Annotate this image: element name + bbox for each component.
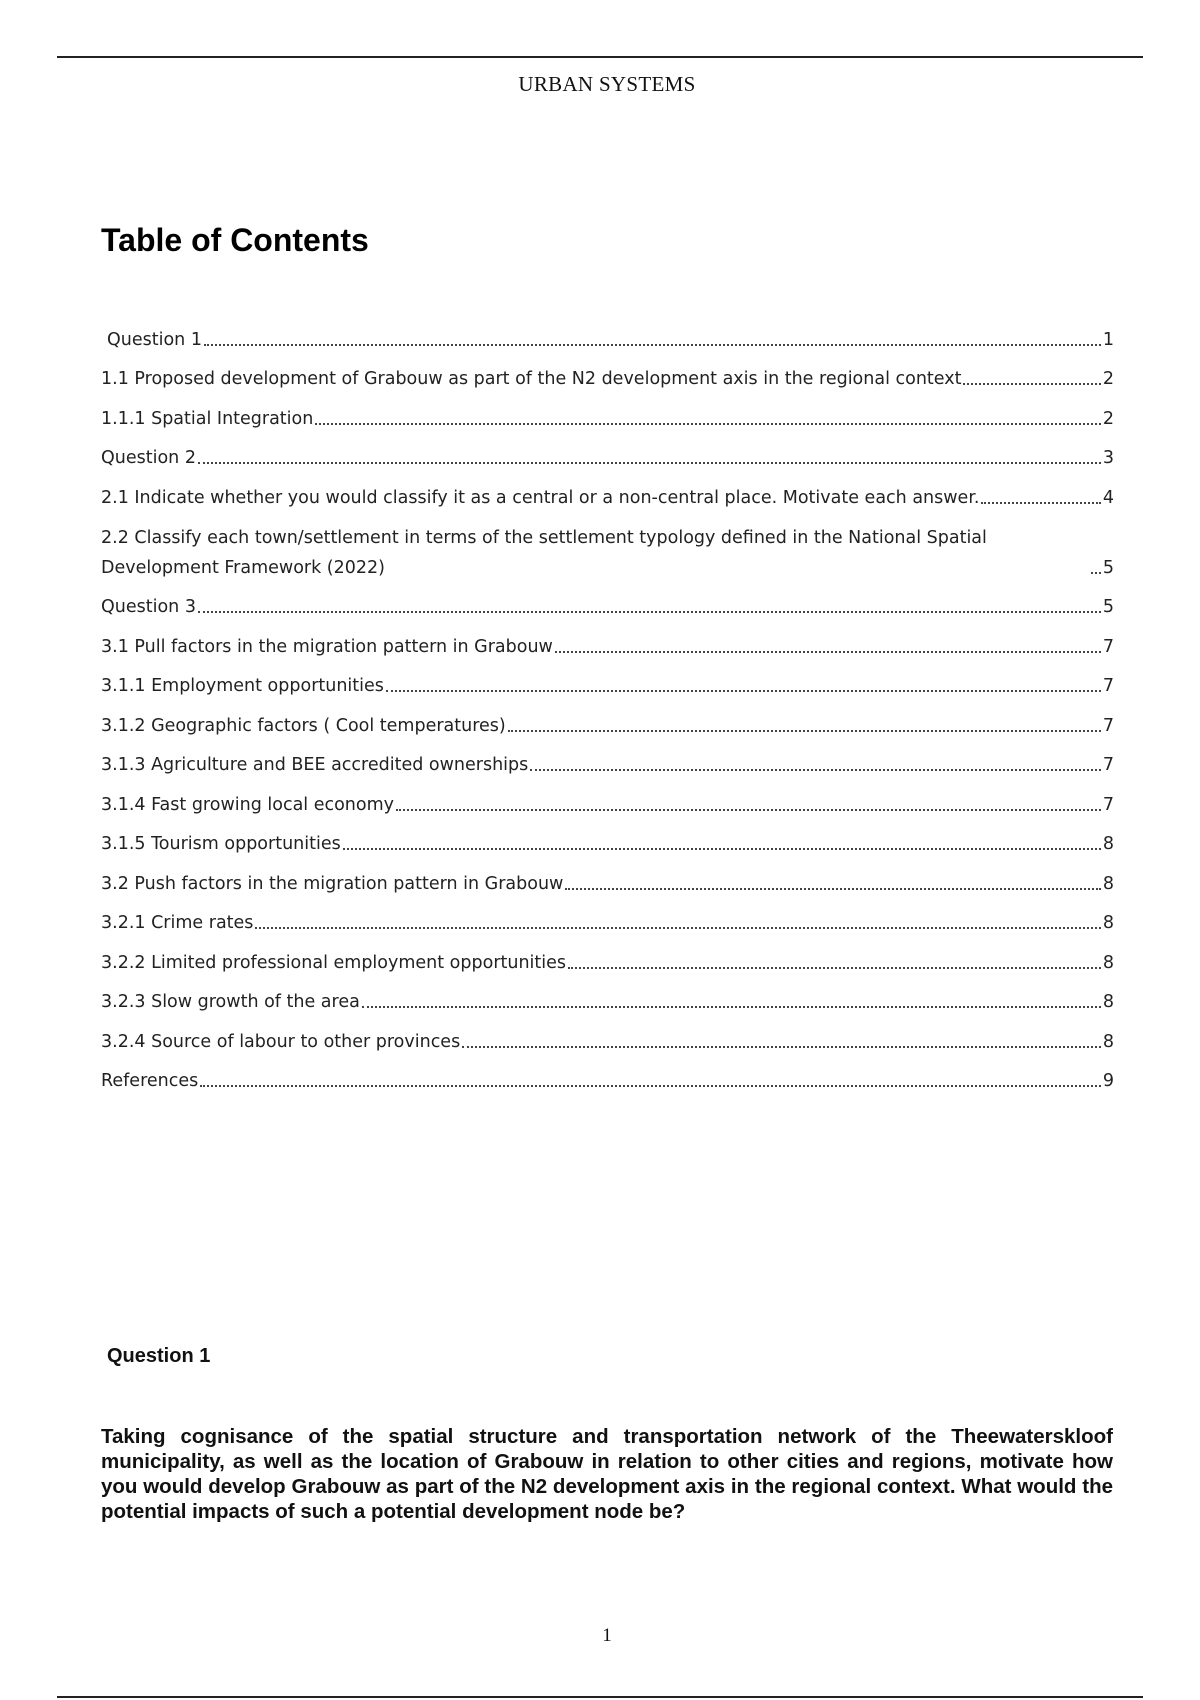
toc-leader-dots [315,423,1101,425]
toc-entry-label: 3.1 Pull factors in the migration pattern in Grabouw [101,636,553,657]
toc-entry-3-1-5[interactable] [101,820,1114,860]
toc-entry-3-1-1[interactable] [101,662,1114,702]
footer-rule [57,1696,1143,1698]
toc-entry-label: 2.1 Indicate whether you would classify it as a central or a non-central place. Motivate each answer. [101,487,980,508]
toc-entry-page: 8 [1102,913,1114,933]
toc-entry-label: 3.1.3 Agriculture and BEE accredited ownerships [101,755,529,775]
question-1-heading: Question 1 [107,1345,211,1367]
toc-entry-label: 1.1.1 Spatial Integration [101,408,314,429]
toc-entry-1-1-1[interactable] [101,394,1114,434]
toc-entry-label: 3.2.2 Limited professional employment opportunities [101,952,567,973]
toc-entry-label: 1.1 Proposed development of Grabouw as part of the N2 development axis in the regional context [101,369,962,389]
toc-entry-page: 5 [1102,597,1114,617]
toc-leader-dots [565,888,1101,890]
toc-entry-1-1[interactable] [101,355,1114,395]
toc-leader-dots [508,730,1101,732]
header-rule [57,56,1143,58]
toc-entry-2-2[interactable] [101,513,1114,583]
page-number: 1 [602,1625,612,1646]
toc-entry-label: Question 2 [101,448,196,468]
toc-leader-dots [343,848,1101,850]
toc-entry-label: 2.2 Classify each town/settlement in terms of the settlement typology defined in the National Spatial Development Framework (2022) [101,527,987,578]
toc-entry-page: 2 [1102,408,1114,429]
toc-entry-page: 8 [1102,834,1114,854]
toc-leader-dots [1091,572,1101,574]
toc-leader-dots [200,1085,1101,1087]
toc-entry-page: 4 [1102,487,1114,508]
toc-entry-label: 3.2 Push factors in the migration pattern in Grabouw [101,873,564,894]
toc-entry-3-1-2[interactable] [101,701,1114,741]
toc-entry-label: 3.1.2 Geographic factors ( Cool temperatures) [101,715,506,736]
question-1-prompt: Taking cognisance of the spatial structure and transportation network of the Theewaterskloof municipality, as well as the location of Grabouw in relation to other cities and regions, motivate how you would develop Grabouw as part of the N2 development axis in the regional context. What would the potential impacts of such a potential development node be? [101,1425,1113,1523]
toc-entry-label: Question 1 [107,329,202,350]
toc-entry-page: 7 [1102,636,1114,657]
toc-entry-page: 5 [1102,557,1114,578]
toc-leader-dots [255,927,1100,929]
toc-entry-label: Question 3 [101,597,196,617]
toc-entry-label: References [101,1071,199,1091]
toc-leader-dots [555,651,1101,653]
toc-entry-label: 3.1.5 Tourism opportunities [101,834,341,854]
toc-entry-3-1[interactable] [101,622,1114,662]
toc-entry-page: 7 [1102,676,1114,696]
toc-entry-page: 3 [1102,448,1114,468]
toc-leader-dots [198,462,1101,464]
toc-heading: Table of Contents [101,222,369,258]
toc-entry-label: 3.2.4 Source of labour to other provinces [101,1031,461,1052]
toc-leader-dots [981,502,1100,504]
toc-entry-question-2[interactable] [101,434,1114,474]
toc-entry-question-1[interactable] [101,315,1114,355]
toc-entry-page: 7 [1102,755,1114,775]
toc-entry-3-1-3[interactable] [101,741,1114,781]
toc-entry-page: 1 [1102,329,1114,350]
toc-entry-3-2-2[interactable] [101,938,1114,978]
toc-entry-2-1[interactable] [101,473,1114,513]
toc-entry-3-2-1[interactable] [101,899,1114,939]
toc-entry-page: 2 [1102,369,1114,389]
toc-entry-page: 9 [1102,1071,1114,1091]
toc-entry-page: 7 [1102,715,1114,736]
toc-leader-dots [362,1006,1101,1008]
toc-leader-dots [198,611,1101,613]
toc-entry-label: 3.2.1 Crime rates [101,913,254,933]
toc-entry-label: 3.1.4 Fast growing local economy [101,794,395,815]
toc-leader-dots [204,344,1101,346]
toc-entry-page: 8 [1102,992,1114,1012]
toc-leader-dots [568,967,1101,969]
toc-leader-dots [462,1046,1101,1048]
toc-entry-page: 8 [1102,873,1114,894]
table-of-contents [101,315,1114,1096]
toc-entry-3-2-3[interactable] [101,978,1114,1018]
toc-entry-page: 7 [1102,794,1114,815]
toc-entry-page: 8 [1102,952,1114,973]
running-header: URBAN SYSTEMS [518,72,696,96]
toc-leader-dots [396,809,1101,811]
toc-entry-label: 3.2.3 Slow growth of the area [101,992,360,1012]
toc-entry-question-3[interactable] [101,583,1114,623]
toc-entry-page: 8 [1102,1031,1114,1052]
toc-leader-dots [963,383,1100,385]
toc-leader-dots [386,690,1101,692]
toc-entry-label: 3.1.1 Employment opportunities [101,676,384,696]
toc-leader-dots [530,769,1101,771]
toc-entry-3-1-4[interactable] [101,780,1114,820]
toc-entry-3-2-4[interactable] [101,1017,1114,1057]
toc-entry-3-2[interactable] [101,859,1114,899]
toc-entry-references[interactable] [101,1057,1114,1097]
